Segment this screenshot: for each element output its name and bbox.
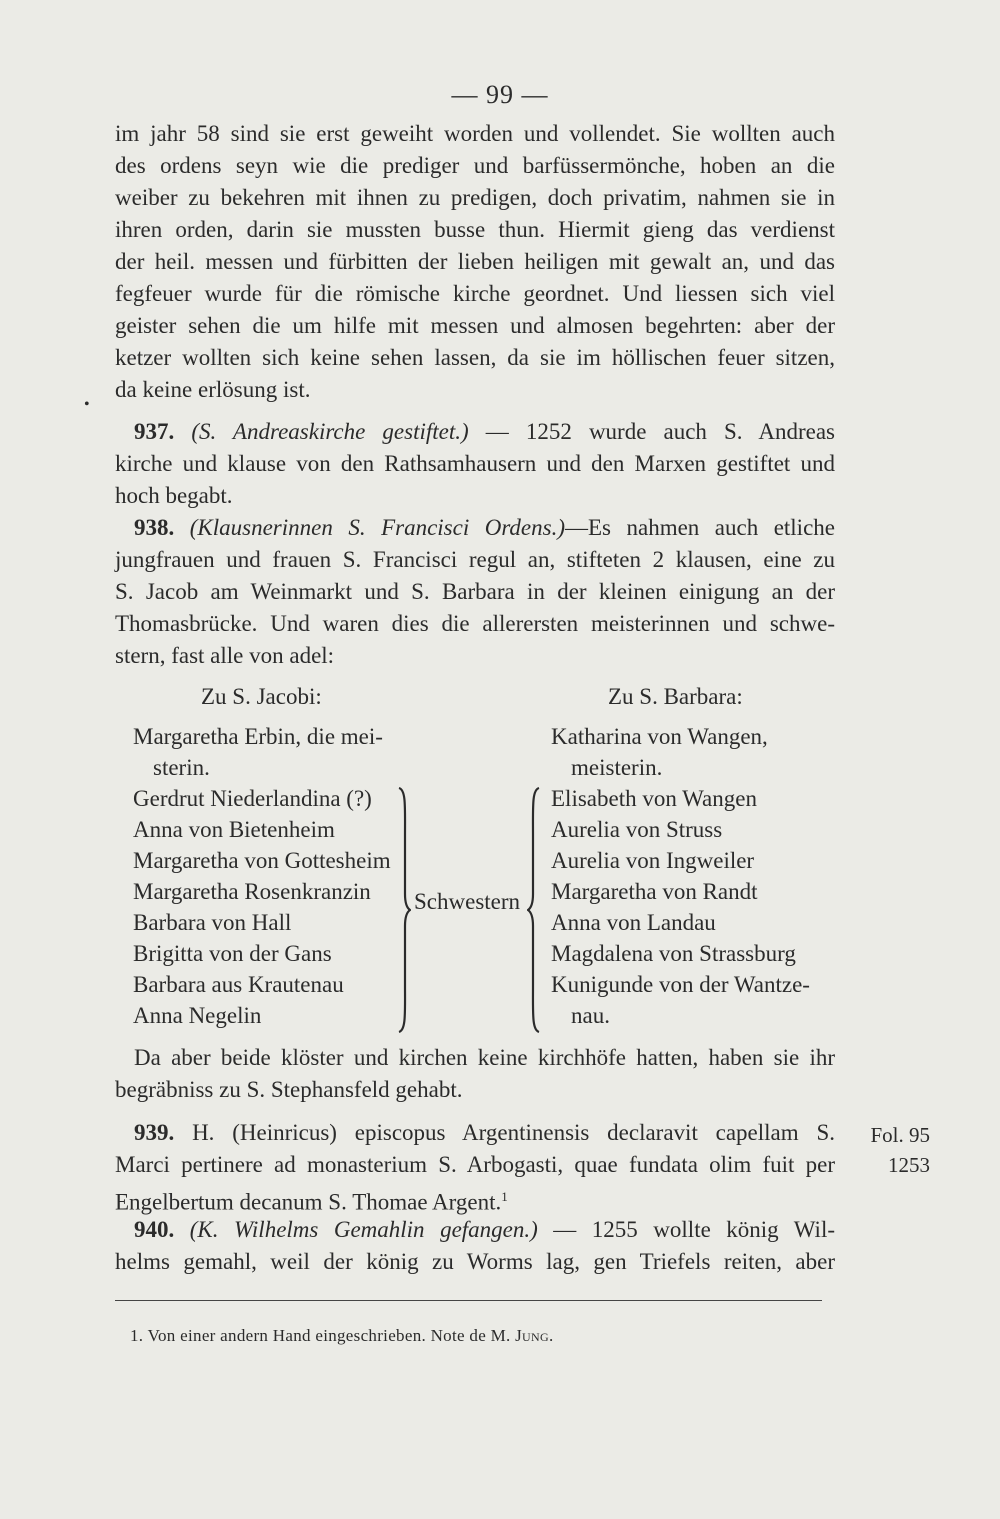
entry-938 xyxy=(115,512,835,672)
entry-940 xyxy=(115,1214,835,1278)
list-item: Anna von Landau xyxy=(551,910,716,935)
text-line: da keine erlösung ist. xyxy=(115,377,311,402)
left-column-heading: Zu S. Jacobi: xyxy=(201,684,322,709)
text-line: fegfeuer wurde für die römische kirche geordnet. Und liessen sich viel xyxy=(115,281,835,306)
text-line: ihren orden, darin sie mussten busse thun. Hiermit gieng das verdienst xyxy=(115,217,835,242)
text-line: jungfrauen und frauen S. Francisci regul an, stifteten 2 klausen, eine zu xyxy=(115,547,835,572)
list-item: Aurelia von Struss xyxy=(551,817,723,842)
list-item: Gerdrut Niederlandina (?) xyxy=(133,786,372,811)
entry-number: 939. xyxy=(134,1120,175,1145)
list-item: Barbara von Hall xyxy=(133,910,292,935)
text-line: ketzer wollten sich keine sehen lassen, da sie im höllischen feuer sitzen, xyxy=(115,345,835,370)
list-item: Barbara aus Krautenau xyxy=(133,972,344,997)
list-item: Margaretha von Gottesheim xyxy=(133,848,391,873)
footnote-author: Jung. xyxy=(515,1326,554,1345)
list-item: Elisabeth von Wangen xyxy=(551,786,757,811)
entry-lead: — 1255 wollte könig Wil- xyxy=(553,1217,836,1242)
list-item: Anna von Bietenheim xyxy=(133,817,335,842)
entry-number: 937. xyxy=(134,419,175,444)
list-item: Brigitta von der Gans xyxy=(133,941,332,966)
list-item: Anna Negelin xyxy=(133,1003,262,1028)
text-line: helms gemahl, weil der könig zu Worms lag, gen Triefels reiten, aber xyxy=(115,1249,835,1274)
text-line: im jahr 58 sind sie erst geweiht worden und vollendet. Sie wollten auch xyxy=(115,121,835,146)
left-column xyxy=(133,721,391,1031)
list-item: meisterin. xyxy=(571,755,663,780)
right-curly-brace-icon xyxy=(397,786,411,1034)
entry-lead: H. (Heinricus) episcopus Argentinensis declaravit capellam S. xyxy=(192,1120,835,1145)
entry-first-line xyxy=(115,512,835,544)
entry-number: 940. xyxy=(134,1217,175,1242)
entry-number: 938. xyxy=(134,515,175,540)
after-list-paragraph xyxy=(115,1042,835,1106)
right-column-heading: Zu S. Barbara: xyxy=(608,684,743,709)
text-line: begräbniss zu S. Stephansfeld gehabt. xyxy=(115,1077,463,1102)
entry-939 xyxy=(115,1117,835,1213)
right-column xyxy=(551,721,810,1031)
footnote xyxy=(130,1326,554,1346)
entry-first-line xyxy=(115,416,835,448)
footnote-reference: 1 xyxy=(501,1189,508,1204)
page-number: — 99 — xyxy=(451,80,549,109)
list-item: Magdalena von Strassburg xyxy=(551,941,796,966)
footnote-marker: 1. xyxy=(130,1326,144,1345)
entry-title: (Klausnerinnen S. Francisci Ordens.) xyxy=(189,515,565,540)
text-line: Marci pertinere ad monasterium S. Arbogasti, quae fundata olim fuit per xyxy=(115,1152,835,1177)
entry-lead: — 1252 wurde auch S. Andreas xyxy=(485,419,836,444)
brace-label: Schwestern xyxy=(414,889,521,914)
entry-title: (S. Andreaskirche gestiftet.) xyxy=(191,419,469,444)
entry-lead: —Es nahmen auch etliche xyxy=(565,515,835,540)
text-line: Da aber beide klöster und kirchen keine kirchhöfe hatten, haben sie ihr xyxy=(134,1045,835,1070)
entry-title: (K. Wilhelms Gemahlin gefangen.) xyxy=(189,1217,538,1242)
text-line: der heil. messen und fürbitten der lieben heiligen mit gewalt an, und das xyxy=(115,249,835,274)
text-line: weiber zu bekehren mit ihnen zu predigen, doch privatim, nahmen sie in xyxy=(115,185,835,210)
footnote-divider xyxy=(115,1300,822,1301)
text-line: S. Jacob am Weinmarkt und S. Barbara in der kleinen einigung an der xyxy=(115,579,835,604)
continuation-paragraph xyxy=(115,118,835,406)
list-item: Katharina von Wangen, xyxy=(551,724,768,749)
list-item: nau. xyxy=(571,1003,610,1028)
list-item: sterin. xyxy=(153,755,210,780)
margin-mark: • xyxy=(84,396,90,413)
text-span: Engelbertum decanum S. Thomae Argent. xyxy=(115,1189,502,1215)
list-item: Kunigunde von der Wantze- xyxy=(551,972,810,997)
text-line: des ordens seyn wie die prediger und barfüssermönche, hoben an die xyxy=(115,153,835,178)
list-item: Margaretha von Randt xyxy=(551,879,758,904)
list-item: Aurelia von Ingweiler xyxy=(551,848,755,873)
footnote-text: Von einer andern Hand eingeschrieben. Note de M. xyxy=(147,1326,511,1345)
text-line: geister sehen die um hilfe mit messen und almosen begehrten: aber der xyxy=(115,313,835,338)
text-line: stern, fast alle von adel: xyxy=(115,643,335,668)
margin-note-folio: Fol. 95 xyxy=(870,1123,930,1147)
text-line: hoch begabt. xyxy=(115,483,233,508)
nuns-list xyxy=(115,681,835,1041)
left-curly-brace-icon xyxy=(527,786,541,1034)
list-item: Margaretha Rosenkranzin xyxy=(133,879,371,904)
list-item: Margaretha Erbin, die mei- xyxy=(133,724,383,749)
margin-note-year: 1253 xyxy=(888,1153,930,1177)
entry-first-line xyxy=(115,1214,835,1246)
entry-first-line xyxy=(115,1117,835,1149)
text-line: kirche und klause von den Rathsamhausern und den Marxen gestiftet und xyxy=(115,451,835,476)
entry-937 xyxy=(115,416,835,512)
text-line: Thomasbrücke. Und waren dies die allerersten meisterinnen und schwe- xyxy=(115,611,835,636)
text-line xyxy=(115,1181,835,1213)
